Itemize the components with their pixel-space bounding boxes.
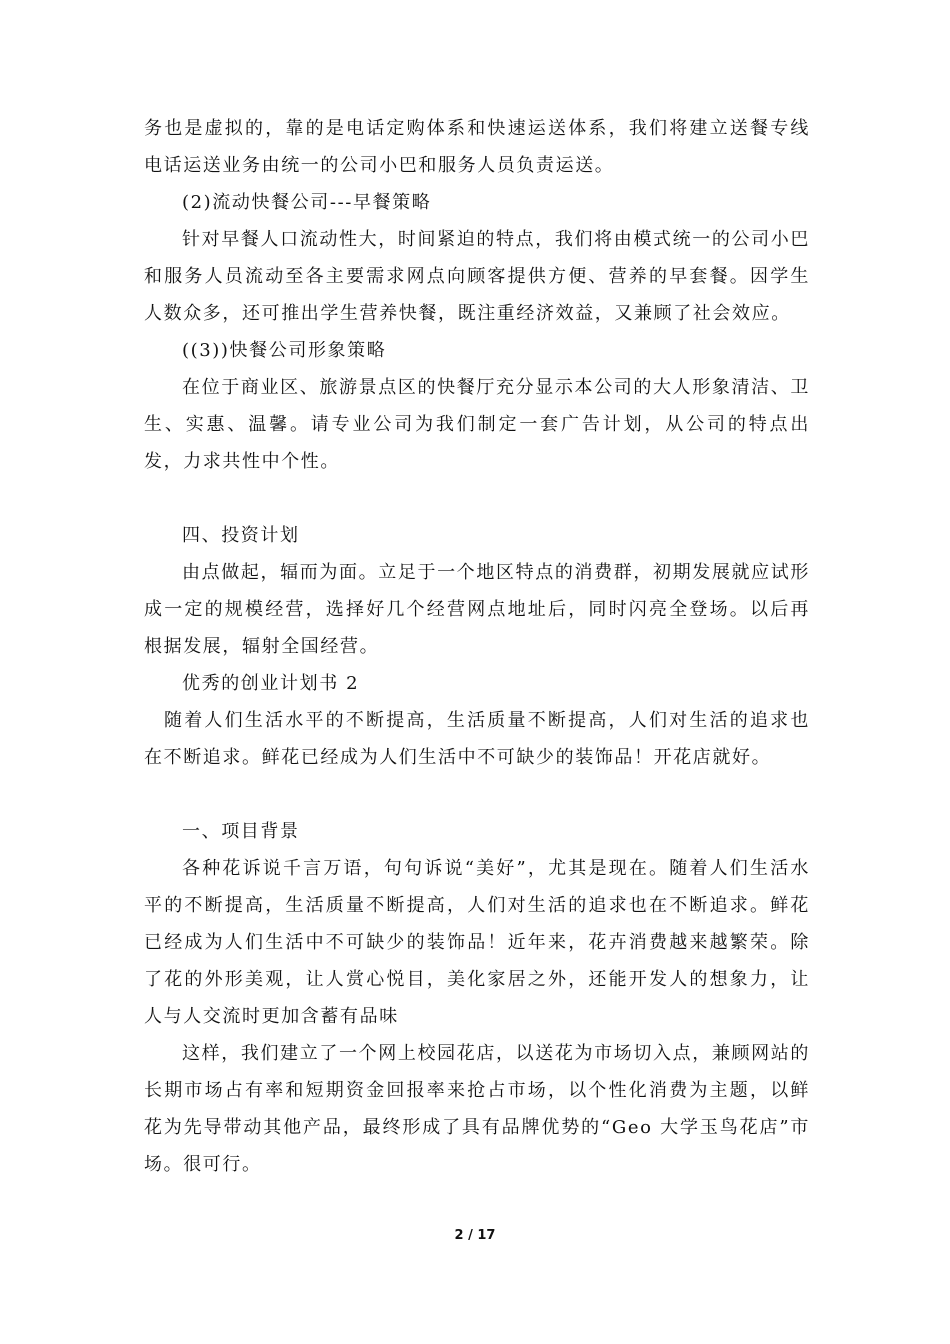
paragraph-online-shop: 这样，我们建立了一个网上校园花店，以送花为市场切入点，兼顾网站的长期市场占有率和短期资金回报率来抢占市场，以个性化消费为主题，以鲜花为先导带动其他产品，最终形成了具有品牌优势的“Geo 大学玉鸟花店”市场。很可行。 [144, 1043, 810, 1175]
spacer [144, 480, 810, 517]
page-content [144, 110, 810, 1183]
document-title-2: 优秀的创业计划书 2 [182, 673, 360, 694]
paragraph-breakfast: 针对早餐人口流动性大，时间紧迫的特点，我们将由模式统一的公司小巴和服务人员流动至各主要需求网点向顾客提供方便、营养的早套餐。因学生人数众多，还可推出学生营养快餐，既注重经济效益，又兼顾了社会效应。 [144, 229, 810, 324]
paragraph-background: 各种花诉说千言万语，句句诉说“美好”，尤其是现在。随着人们生活水平的不断提高，生活质量不断提高，人们对生活的追求也在不断追求。鲜花已经成为人们生活中不可缺少的装饰品！近年来，花卉消费越来越繁荣。除了花的外形美观，让人赏心悦目，美化家居之外，还能开发人的想象力，让人与人交流时更加含蓄有品味 [144, 858, 810, 1027]
paragraph-image: 在位于商业区、旅游景点区的快餐厅充分显示本公司的大人形象清洁、卫生、实惠、温馨。请专业公司为我们制定一套广告计划，从公司的特点出发，力求共性中个性。 [144, 377, 810, 472]
section-heading-background: 一、项目背景 [182, 821, 300, 842]
paragraph-investment: 由点做起，辐而为面。立足于一个地区特点的消费群，初期发展就应试形成一定的规模经营，选择好几个经营网点地址后，同时闪亮全登场。以后再根据发展，辐射全国经营。 [144, 562, 810, 657]
paragraph-intro: 随着人们生活水平的不断提高，生活质量不断提高，人们对生活的追求也在不断追求。鲜花已经成为人们生活中不可缺少的装饰品！开花店就好。 [144, 710, 810, 768]
page-number: 2 / 17 [454, 1228, 496, 1243]
spacer [144, 776, 810, 813]
paragraph-continued: 务也是虚拟的，靠的是电话定购体系和快速运送体系，我们将建立送餐专线电话运送业务由统一的公司小巴和服务人员负责运送。 [144, 118, 810, 176]
section-heading-investment: 四、投资计划 [182, 525, 300, 546]
subheading-breakfast-strategy: (2)流动快餐公司---早餐策略 [182, 192, 432, 213]
subheading-image-strategy: ((3))快餐公司形象策略 [182, 340, 387, 361]
